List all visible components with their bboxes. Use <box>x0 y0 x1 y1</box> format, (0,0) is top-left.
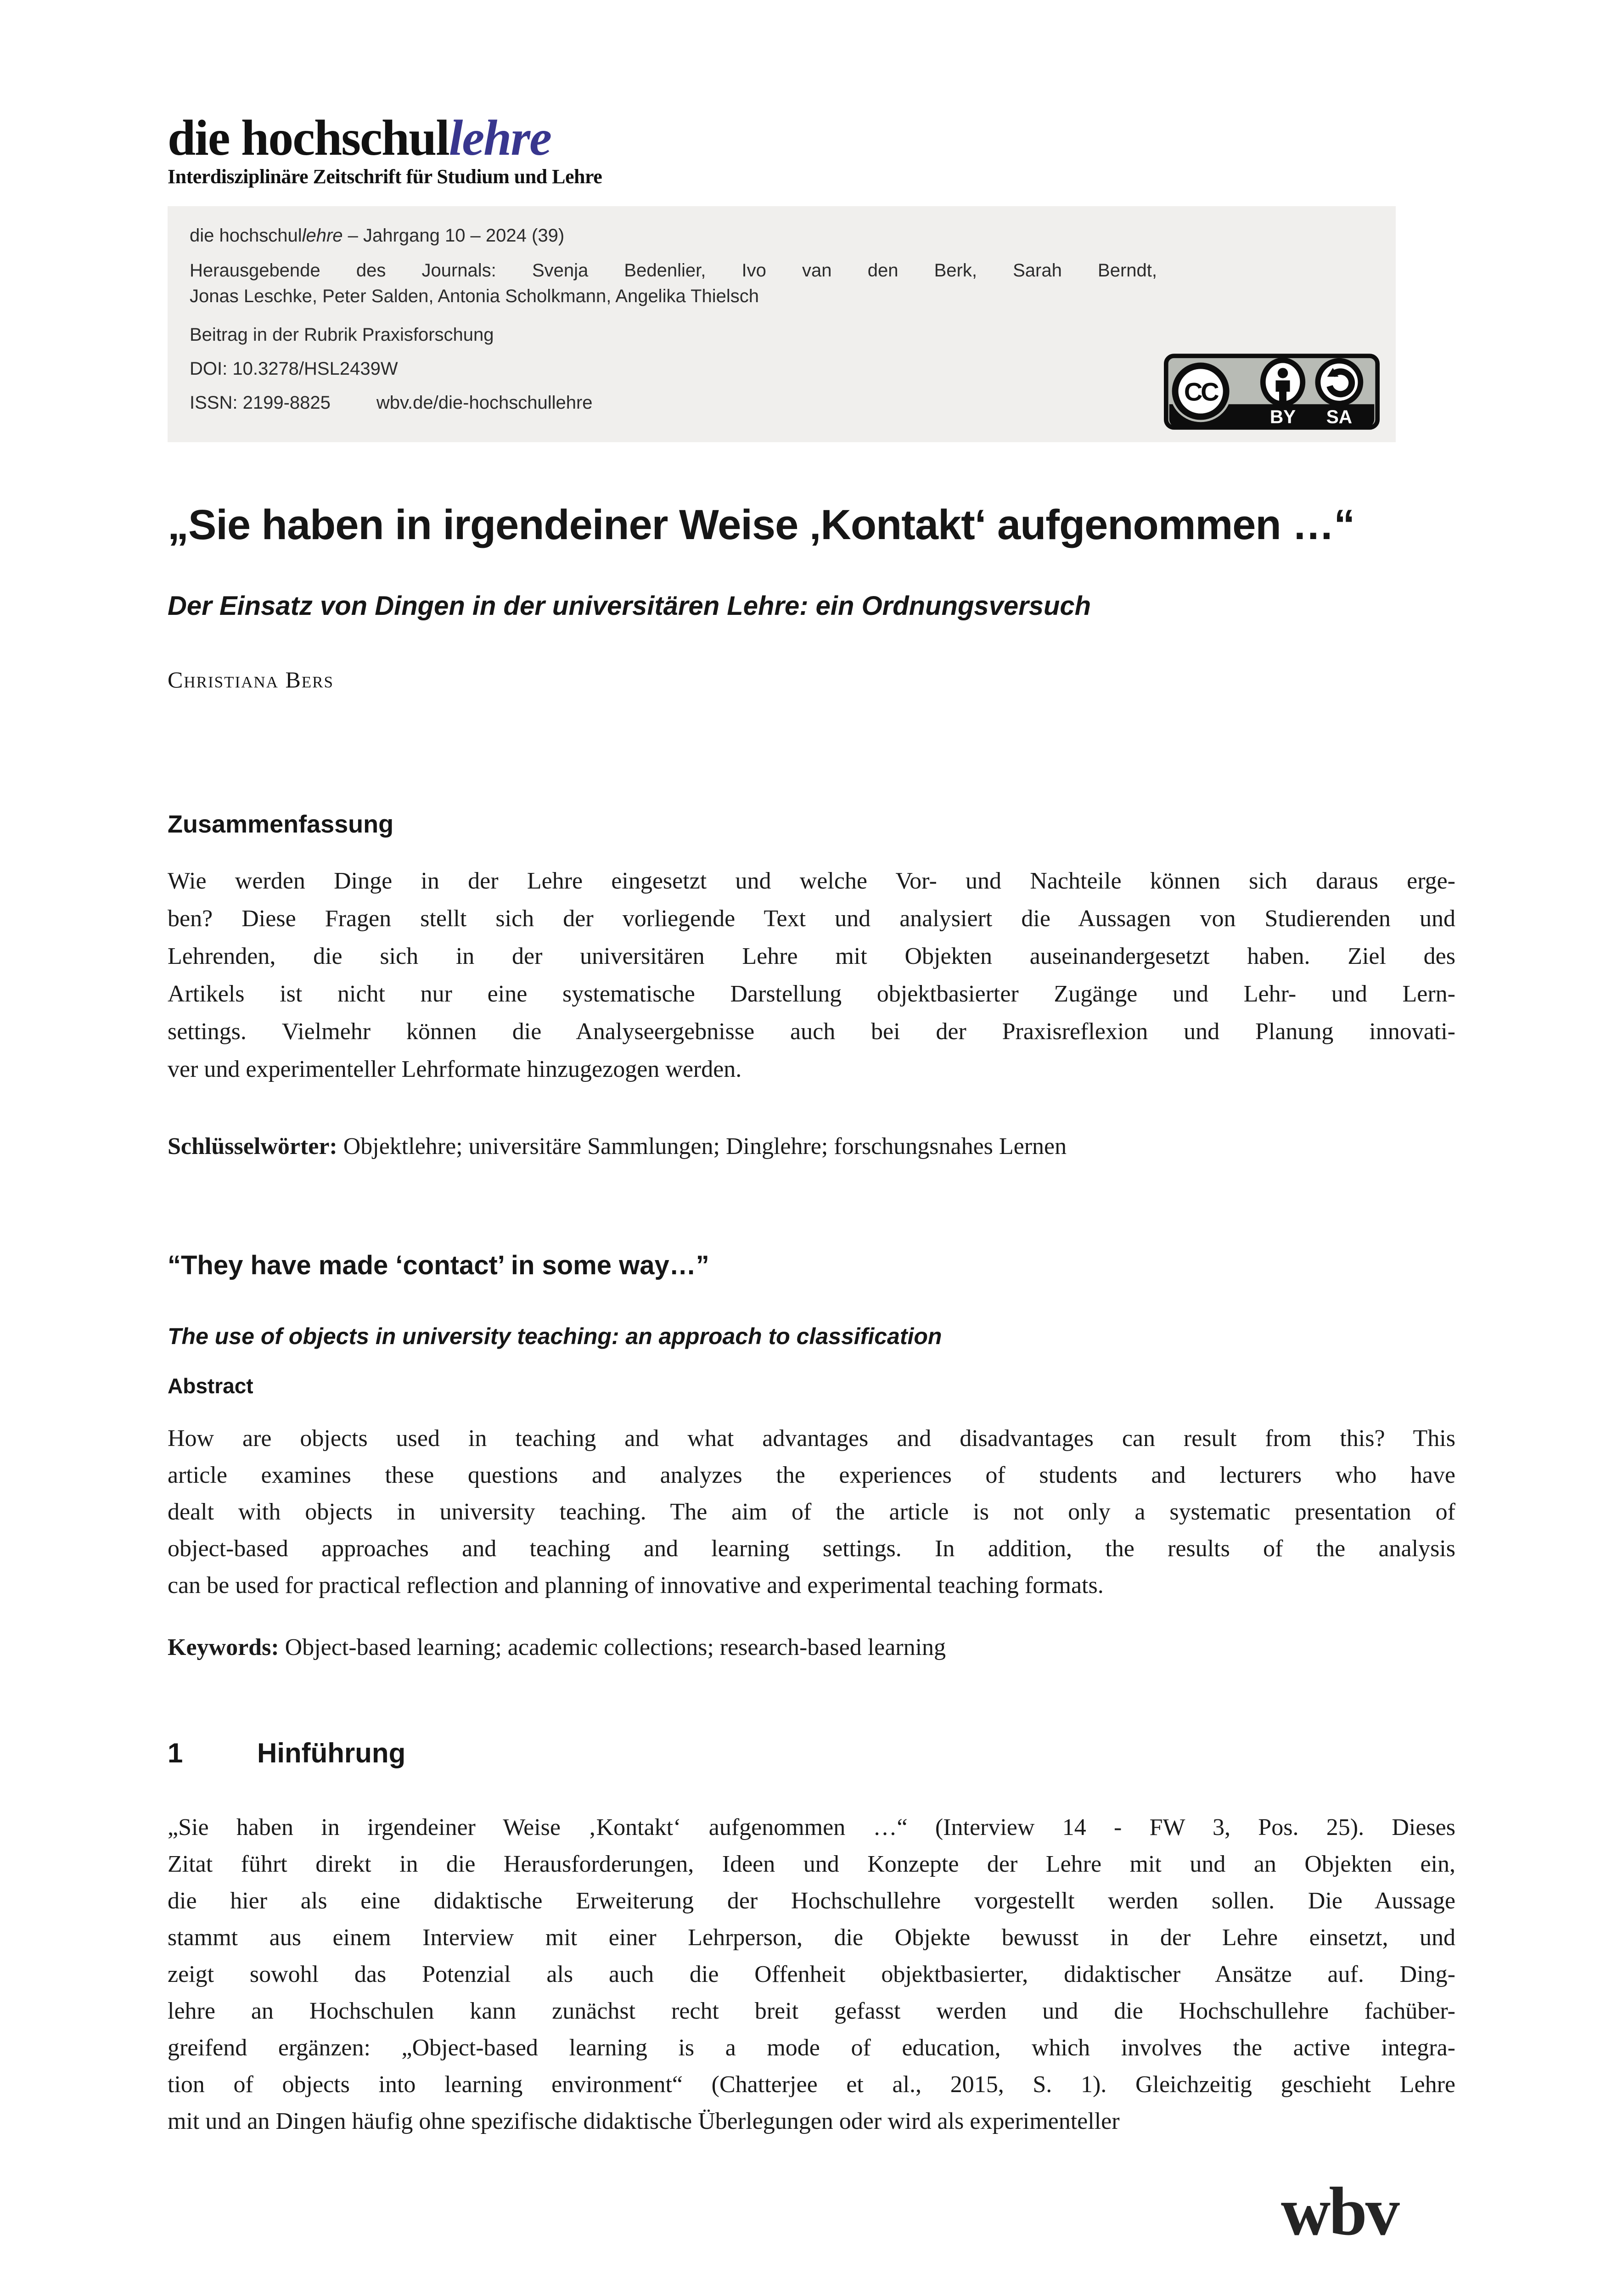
journal-logo-black: die hochschul <box>168 110 449 166</box>
text-line: ben? Diese Fragen stellt sich der vorliegende Text und analysiert die Aussagen von Studierenden und <box>168 906 1455 932</box>
section-1-number: 1 <box>168 1738 183 1769</box>
publication-info-box <box>168 206 1396 442</box>
text-line: stammt aus einem Interview mit einer Lehrperson, die Objekte bewusst in der Lehre einsetzt, und <box>168 1925 1455 1951</box>
section-1-heading <box>168 1737 1455 1769</box>
article-title-de: „Sie haben in irgendeiner Weise ‚Kontakt‘ aufgenommen …“ <box>168 501 1355 549</box>
badge-by-label: BY <box>1269 406 1296 428</box>
issn-value: ISSN: 2199-8825 <box>190 393 331 413</box>
section-1-paragraph <box>168 1809 1455 2140</box>
text-line: can be used for practical reflection and planning of innovative and experimental teaching formats. <box>168 1572 1104 1599</box>
abstract-en-heading: Abstract <box>168 1374 253 1398</box>
text-line: greifend ergänzen: „Object-based learning is a mode of education, which involves the active integra- <box>168 2035 1455 2061</box>
masthead <box>168 110 1455 188</box>
text-line: object-based approaches and teaching and learning settings. In addition, the results of the analysis <box>168 1536 1455 1562</box>
article-title-en: “They have made ‘contact’ in some way…” <box>168 1250 709 1281</box>
article-subtitle-en: The use of objects in university teaching: an approach to classification <box>168 1323 942 1350</box>
article-subtitle-de: Der Einsatz von Dingen in der universitären Lehre: ein Ordnungsversuch <box>168 591 1091 621</box>
keywords-en-text: Object-based learning; academic collections; research-based learning <box>279 1634 946 1661</box>
author-name: Christiana Bers <box>168 667 334 693</box>
text-line: lehre an Hochschulen kann zunächst recht breit gefasst werden und die Hochschullehre fachüber- <box>168 1998 1455 2025</box>
cc-icon <box>1170 360 1232 422</box>
publisher-wbv-logo: wbv <box>1281 2173 1398 2250</box>
text-line: ver und experimenteller Lehrformate hinzugezogen werden. <box>168 1056 742 1083</box>
text-line: dealt with objects in university teaching. The aim of the article is not only a systematic presentation of <box>168 1499 1455 1525</box>
journal-logo <box>168 110 1455 166</box>
journal-issue-line <box>190 224 1157 248</box>
journal-issue-suffix: – Jahrgang 10 – 2024 (39) <box>343 225 565 246</box>
keywords-en-label: Keywords: <box>168 1634 279 1661</box>
issn-line <box>190 391 1157 415</box>
doi-line: DOI: 10.3278/HSL2439W <box>190 359 398 379</box>
journal-logo-accent: lehre <box>449 110 551 166</box>
abstract-de-heading: Zusammenfassung <box>168 810 394 838</box>
page-content <box>0 110 1623 2140</box>
text-line: article examines these questions and analyzes the experiences of students and lecturers who have <box>168 1462 1455 1489</box>
text-line: Herausgebende des Journals: Svenja Bedenlier, Ivo van den Berk, Sarah Berndt, <box>190 260 1157 281</box>
text-line: Artikels ist nicht nur eine systematische Darstellung objektbasierter Zugänge und Lehr- und Lern- <box>168 981 1455 1007</box>
text-line: die hier als eine didaktische Erweiterung der Hochschullehre vorgestellt werden sollen. Die Aussage <box>168 1888 1455 1914</box>
keywords-de-label: Schlüsselwörter: <box>168 1133 337 1160</box>
abstract-de-text <box>168 862 1455 1088</box>
editors-lines <box>190 258 1157 309</box>
sa-share-alike-icon <box>1318 361 1360 404</box>
journal-name-accent: lehre <box>302 225 343 246</box>
text-line: How are objects used in teaching and what advantages and disadvantages can result from this? This <box>168 1425 1455 1452</box>
text-line: Zitat führt direkt in die Herausforderungen, Ideen und Konzepte der Lehre mit und an Objekten ein, <box>168 1851 1455 1878</box>
text-line: Lehrenden, die sich in der universitären Lehre mit Objekten auseinandergesetzt haben. Ziel des <box>168 943 1455 970</box>
text-line: settings. Vielmehr können die Analyseergebnisse auch bei der Praxisreflexion und Planung innovati- <box>168 1019 1455 1045</box>
by-person-icon <box>1263 360 1303 404</box>
journal-website-link[interactable]: wbv.de/die-hochschullehre <box>376 393 593 413</box>
svg-text:CC: CC <box>1184 377 1218 407</box>
keywords-en <box>168 1632 1455 1664</box>
abstract-en-text <box>168 1420 1455 1604</box>
rubric-line: Beitrag in der Rubrik Praxisforschung <box>190 325 494 345</box>
text-line: „Sie haben in irgendeiner Weise ‚Kontakt‘ aufgenommen …“ (Interview 14 - FW 3, Pos. 25). Dieses <box>168 1814 1455 1841</box>
journal-tagline: Interdisziplinäre Zeitschrift für Studium und Lehre <box>168 165 602 188</box>
text-line: Jonas Leschke, Peter Salden, Antonia Scholkmann, Angelika Thielsch <box>190 286 759 307</box>
text-line: mit und an Dingen häufig ohne spezifische didaktische Überlegungen oder wird als experimenteller <box>168 2108 1120 2135</box>
section-1-title: Hinführung <box>257 1738 406 1769</box>
keywords-de <box>168 1131 1455 1163</box>
text-line: Wie werden Dinge in der Lehre eingesetzt und welche Vor- und Nachteile können sich daraus erge- <box>168 868 1455 895</box>
keywords-de-text: Objektlehre; universitäre Sammlungen; Dinglehre; forschungsnahes Lernen <box>337 1133 1067 1160</box>
cc-by-sa-license-badge[interactable] <box>1164 352 1380 431</box>
journal-name-prefix: die hochschul <box>190 225 302 246</box>
text-line: zeigt sowohl das Potenzial als auch die Offenheit objektbasierter, didaktischer Ansätze auf. Ding- <box>168 1961 1455 1988</box>
text-line: tion of objects into learning environment“ (Chatterjee et al., 2015, S. 1). Gleichzeitig geschieht Lehre <box>168 2071 1455 2098</box>
badge-sa-label: SA <box>1326 406 1353 428</box>
